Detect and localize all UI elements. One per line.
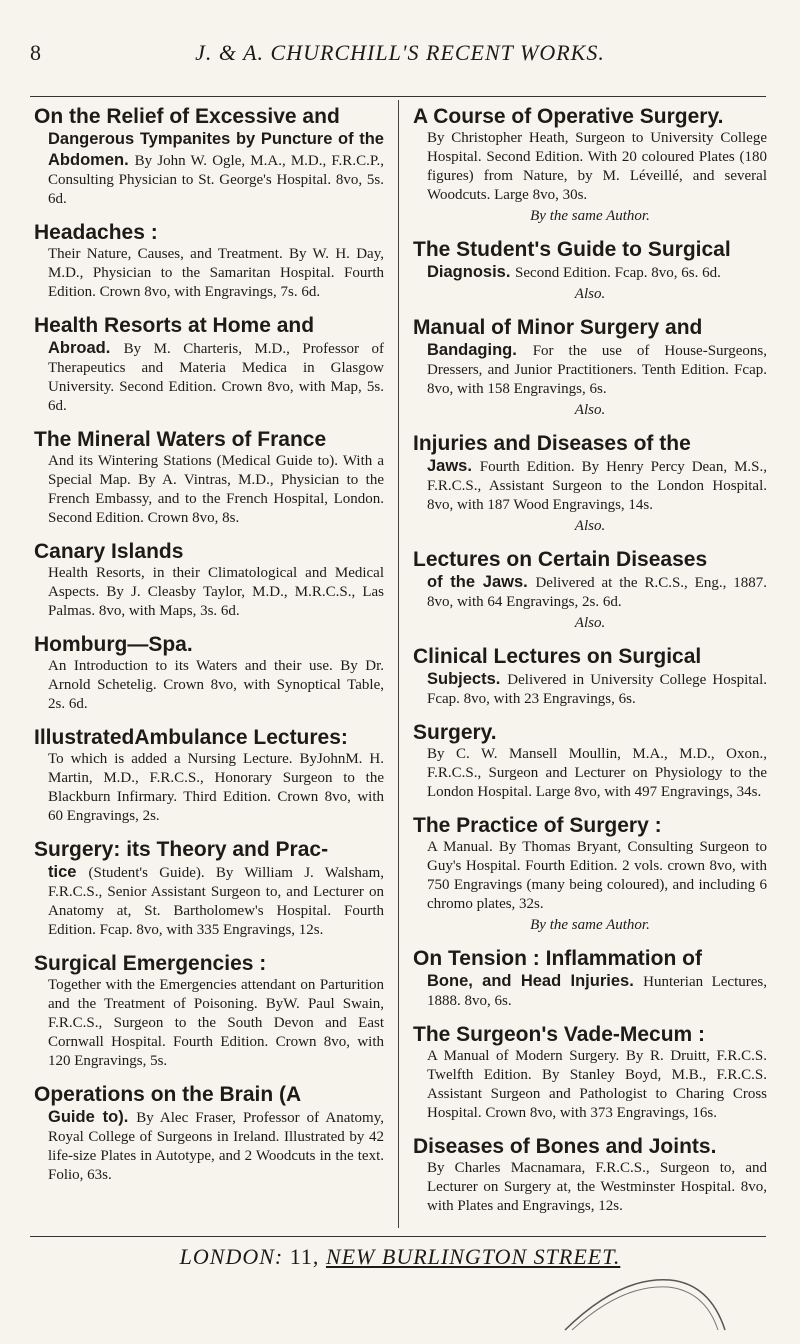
book-subtitle: Diagnosis. — [427, 263, 516, 281]
footer-city: LONDON: — [179, 1244, 290, 1269]
header-rule — [30, 96, 766, 97]
book-description — [413, 1159, 767, 1216]
book-description — [413, 669, 767, 709]
book-entry — [34, 427, 384, 528]
book-details: For the use of House-Surgeons, Dressers, and Junior Practitioners. Tenth Edition. Fcap. 8vo, with 158 Engravings, 6s. — [427, 343, 767, 397]
book-entry — [413, 315, 767, 420]
book-subtitle: Dangerous Tympanites by Puncture of the Abdomen. — [48, 130, 384, 169]
book-title: Lectures on Certain Diseases — [413, 548, 708, 571]
book-subtitle: Abroad. — [48, 339, 124, 357]
book-entry — [34, 725, 384, 826]
book-title: Clinical Lectures on Surgical — [413, 645, 702, 668]
book-title: On the Relief of Excessive and — [34, 105, 340, 128]
book-title: Surgery. — [413, 721, 497, 744]
book-entry — [413, 104, 767, 226]
book-title: Operations on the Brain (A — [34, 1083, 302, 1106]
footer-number: 11, — [289, 1244, 326, 1269]
book-details: Their Nature, Causes, and Treatment. By W. H. Day, M.D., Physician to the Samaritan Hospital. Fourth Edition. Crown 8vo, with Engravings, 7s. 6d. — [48, 246, 384, 300]
footer-rule — [30, 1236, 766, 1237]
book-description — [34, 976, 384, 1071]
book-description — [413, 340, 767, 399]
book-entry — [413, 237, 767, 304]
book-details: Fourth Edition. By Henry Percy Dean, M.S., F.R.C.S., Assistant Surgeon to the London Hospital. 8vo, with 187 Wood Engravings, 14s. — [427, 459, 767, 513]
book-description — [413, 745, 767, 802]
book-subtitle: of the Jaws. — [427, 573, 536, 591]
book-details: By John W. Ogle, M.A., M.D., F.R.C.P., Consulting Physician to St. George's Hospital. 8vo, 5s. 6d. — [48, 153, 384, 207]
book-subtitle: Guide to). — [48, 1108, 137, 1126]
book-details: And its Wintering Stations (Medical Guide to). With a Special Map. By A. Vintras, M.D., Physician to the French Embassy, and to the French Hospital, London. Second Edition. Crown 8vo, 8s. — [48, 453, 384, 526]
book-description — [413, 129, 767, 205]
book-title: A Course of Operative Surgery. — [413, 105, 724, 128]
book-entry — [413, 431, 767, 536]
book-details: Health Resorts, in their Climatological and Medical Aspects. By J. Cleasby Taylor, M.D., M.R.C.S., Las Palmas. 8vo, with Maps, 3s. 6d. — [48, 565, 384, 619]
same-author-note: Also. — [574, 518, 606, 534]
book-description — [34, 245, 384, 302]
book-description — [34, 750, 384, 826]
book-title: Diseases of Bones and Joints. — [413, 1135, 717, 1158]
book-subtitle: Bone, and Head Injuries. — [427, 972, 644, 990]
book-title: IllustratedAmbulance Lectures: — [34, 726, 348, 749]
book-details: (Student's Guide). By William J. Walsham, F.R.C.S., Senior Assistant Surgeon to, and Lecturer on Anatomy at, St. Bartholomew's Hospital. Fourth Edition. Fcap. 8vo, with 335 Engravings, 12s. — [48, 865, 384, 938]
book-entry — [413, 813, 767, 935]
book-details: Together with the Emergencies attendant on Parturition and the Treatment of Poisoning. ByW. Paul Swain, F.R.C.S., Surgeon to the South Devon and East Cornwall Hospital. Fourth Edition. Crown 8vo, with 120 Engravings, 5s. — [48, 977, 384, 1069]
book-subtitle: Jaws. — [427, 457, 480, 475]
book-entry — [34, 837, 384, 940]
book-subtitle: tice — [48, 863, 89, 881]
book-title: Headaches : — [34, 221, 158, 244]
book-details: A Manual. By Thomas Bryant, Consulting Surgeon to Guy's Hospital. Fourth Edition. 2 vols. crown 8vo, with 750 Engravings (many being coloured), and including 6 chromo plates, 32s. — [427, 839, 767, 912]
book-entry — [34, 1082, 384, 1185]
book-description — [413, 262, 767, 283]
book-entry — [34, 539, 384, 621]
book-details: A Manual of Modern Surgery. By R. Druitt, F.R.C.S. Twelfth Edition. By Stanley Boyd, M.B., F.R.C.S. Assistant Surgeon and Pathologist to Charing Cross Hospital. Crown 8vo, with 373 Engravings, 16s. — [427, 1048, 767, 1121]
book-title: Manual of Minor Surgery and — [413, 316, 703, 339]
footer-imprint — [0, 1244, 800, 1270]
same-author-note: By the same Author. — [530, 917, 650, 933]
book-title: The Mineral Waters of France — [34, 428, 327, 451]
book-entry — [413, 1134, 767, 1216]
book-details: By Alec Fraser, Professor of Anatomy, Royal College of Surgeons in Ireland. Illustrated by 42 life-size Plates in Autotype, and 2 Woodcuts in the text. Folio, 63s. — [48, 1110, 385, 1183]
book-details: Hunterian Lectures, 1888. 8vo, 6s. — [427, 974, 767, 1009]
same-author-note: Also. — [574, 286, 606, 302]
book-entry — [34, 313, 384, 416]
book-description — [34, 862, 384, 940]
page-header — [30, 38, 770, 72]
book-entry — [34, 220, 384, 302]
book-description — [34, 564, 384, 621]
book-entry — [413, 720, 767, 802]
right-column — [413, 104, 767, 1227]
same-author-note: Also. — [574, 402, 606, 418]
book-title: The Student's Guide to Surgical — [413, 238, 731, 261]
book-details: By Charles Macnamara, F.R.C.S., Surgeon to, and Lecturer on Surgery at, the Westminster Hospital. 8vo, with Plates and Engravings, 12s. — [427, 1160, 767, 1214]
book-details: To which is added a Nursing Lecture. ByJohnM. H. Martin, M.D., F.R.C.S., Honorary Surgeon to the Blackburn Infirmary. Third Edition. Crown 8vo, with 60 Engravings, 2s. — [48, 751, 384, 824]
book-details: Second Edition. Fcap. 8vo, 6s. 6d. — [515, 265, 721, 281]
book-details: Delivered in University College Hospital. Fcap. 8vo, with 23 Engravings, 6s. — [427, 672, 767, 707]
book-description — [413, 572, 767, 612]
book-entry — [413, 1022, 767, 1123]
book-title: The Surgeon's Vade-Mecum : — [413, 1023, 706, 1046]
page-curl-ornament — [560, 1272, 730, 1332]
book-title: Surgery: its Theory and Prac- — [34, 838, 329, 861]
book-details: An Introduction to its Waters and their use. By Dr. Arnold Schetelig. Crown 8vo, with Synoptical Table, 2s. 6d. — [48, 658, 384, 712]
book-description — [34, 657, 384, 714]
book-subtitle: Bandaging. — [427, 341, 533, 359]
book-entry — [413, 644, 767, 709]
book-title: Surgical Emergencies : — [34, 952, 267, 975]
book-description — [34, 452, 384, 528]
left-column — [34, 104, 384, 1196]
book-description — [413, 1047, 767, 1123]
book-entry — [34, 951, 384, 1071]
book-entry — [34, 632, 384, 714]
book-description — [34, 129, 384, 209]
book-subtitle: Subjects. — [427, 670, 508, 688]
book-description — [413, 838, 767, 914]
book-title: Homburg—Spa. — [34, 633, 193, 656]
book-title: On Tension : Inflammation of — [413, 947, 702, 970]
book-description — [413, 971, 767, 1011]
book-title: Health Resorts at Home and — [34, 314, 315, 337]
book-description — [413, 456, 767, 515]
column-divider — [398, 100, 399, 1228]
book-entry — [413, 946, 767, 1011]
book-entry — [413, 547, 767, 633]
same-author-note: Also. — [574, 615, 606, 631]
running-title: J. & A. CHURCHILL'S RECENT WORKS. — [195, 40, 605, 65]
book-details: By Christopher Heath, Surgeon to University College Hospital. Second Edition. With 20 coloured Plates (180 figures) from Nature, by M. Léveillé, and several Woodcuts. Large 8vo, 30s. — [427, 130, 767, 203]
book-details: By C. W. Mansell Moullin, M.A., M.D., Oxon., F.R.C.S., Surgeon and Lecturer on Physiology to the London Hospital. Large 8vo, with 497 Engravings, 34s. — [427, 746, 767, 800]
book-description — [34, 1107, 384, 1185]
book-title: Canary Islands — [34, 540, 184, 563]
book-entry — [34, 104, 384, 209]
book-title: The Practice of Surgery : — [413, 814, 662, 837]
book-details: By M. Charteris, M.D., Professor of Therapeutics and Materia Medica in Glasgow University. Second Edition. Crown 8vo, with Map, 5s. 6d. — [48, 341, 384, 414]
book-description — [34, 338, 384, 416]
same-author-note: By the same Author. — [530, 208, 650, 224]
book-title: Injuries and Diseases of the — [413, 432, 691, 455]
footer-street: NEW BURLINGTON STREET. — [325, 1244, 621, 1269]
book-details: Delivered at the R.C.S., Eng., 1887. 8vo, with 64 Engravings, 2s. 6d. — [427, 575, 767, 610]
page-number: 8 — [30, 40, 41, 65]
